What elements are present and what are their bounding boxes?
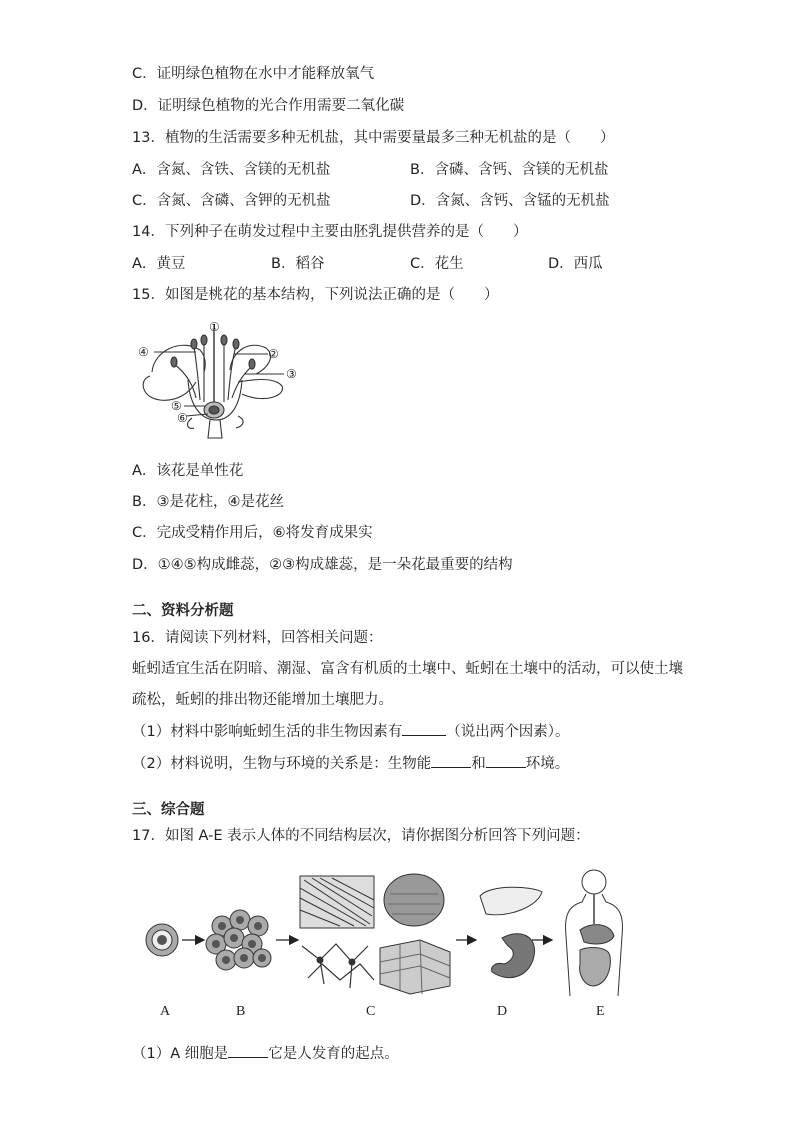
body-label-a: A [160, 1004, 171, 1019]
flower-label-5: ⑤ [171, 399, 182, 413]
q16-stem: 16．请阅读下列材料，回答相关问题： [132, 630, 383, 646]
q14-option-c: C．花生 [410, 256, 464, 272]
flower-label-6: ⑥ [177, 411, 188, 425]
q16-sub-2: （2）材料说明，生物与环境的关系是：生物能 和 环境。 [132, 753, 569, 774]
q17-stem: 17．如图 A-E 表示人体的不同结构层次，请你据图分析回答下列问题： [132, 828, 590, 844]
answer-blank[interactable] [431, 753, 471, 768]
q15-option-d: D．①④⑤构成雌蕊，②③构成雄蕊，是一朵花最重要的结构 [132, 557, 513, 573]
q13-option-c: C．含氮、含磷、含钾的无机盐 [132, 193, 331, 209]
body-label-c: C [366, 1004, 376, 1019]
q14-option-d: D．西瓜 [548, 256, 603, 272]
q15-option-b: B．③是花柱，④是花丝 [132, 494, 284, 510]
q16-material-line-1: 蚯蚓适宜生活在阴暗、潮湿、富含有机质的土壤中、蚯蚓在土壤中的活动，可以使土壤 [132, 661, 683, 677]
q15-option-a: A．该花是单性花 [132, 463, 244, 479]
q12-option-c: C．证明绿色植物在水中才能释放氧气 [132, 66, 375, 82]
q13-option-b: B．含磷、含钙、含镁的无机盐 [410, 162, 609, 178]
q13-stem: 13．植物的生活需要多种无机盐，其中需要量最多三种无机盐的是（ ） [132, 130, 615, 146]
cell-a [146, 924, 178, 956]
section-3-title: 三、综合题 [132, 802, 205, 818]
answer-blank[interactable] [228, 1043, 268, 1058]
body-structure-diagram [140, 866, 640, 1004]
section-2-title: 二、资料分析题 [132, 603, 234, 619]
body-label-b: B [236, 1004, 246, 1019]
q13-option-d: D．含氮、含钙、含锰的无机盐 [410, 193, 610, 209]
flower-label-1: ① [209, 320, 220, 334]
body-label-d: D [497, 1004, 508, 1019]
peach-flower-diagram [134, 320, 304, 442]
q15-stem: 15．如图是桃花的基本结构，下列说法正确的是（ ） [132, 287, 499, 303]
flower-label-4: ④ [138, 345, 149, 359]
q16-material-line-2: 疏松，蚯蚓的排出物还能增加土壤肥力。 [132, 692, 393, 708]
answer-blank[interactable] [402, 721, 446, 736]
q16-sub-1: （1）材料中影响蚯蚓生活的非生物因素有 （说出两个因素）。 [132, 721, 569, 742]
answer-blank[interactable] [486, 753, 526, 768]
q13-option-a: A．含氮、含铁、含镁的无机盐 [132, 162, 331, 178]
q14-option-a: A．黄豆 [132, 256, 186, 272]
q17-sub-1: （1）A 细胞是 它是人发育的起点。 [132, 1043, 399, 1064]
q15-option-c: C．完成受精作用后，⑥将发育成果实 [132, 525, 373, 541]
flower-label-3: ③ [286, 367, 297, 381]
body-label-e: E [596, 1004, 605, 1019]
q14-stem: 14．下列种子在萌发过程中主要由胚乳提供营养的是（ ） [132, 224, 528, 240]
q12-option-d: D．证明绿色植物的光合作用需要二氧化碳 [132, 98, 405, 114]
q14-option-b: B．稻谷 [271, 256, 325, 272]
flower-label-2: ② [268, 347, 279, 361]
